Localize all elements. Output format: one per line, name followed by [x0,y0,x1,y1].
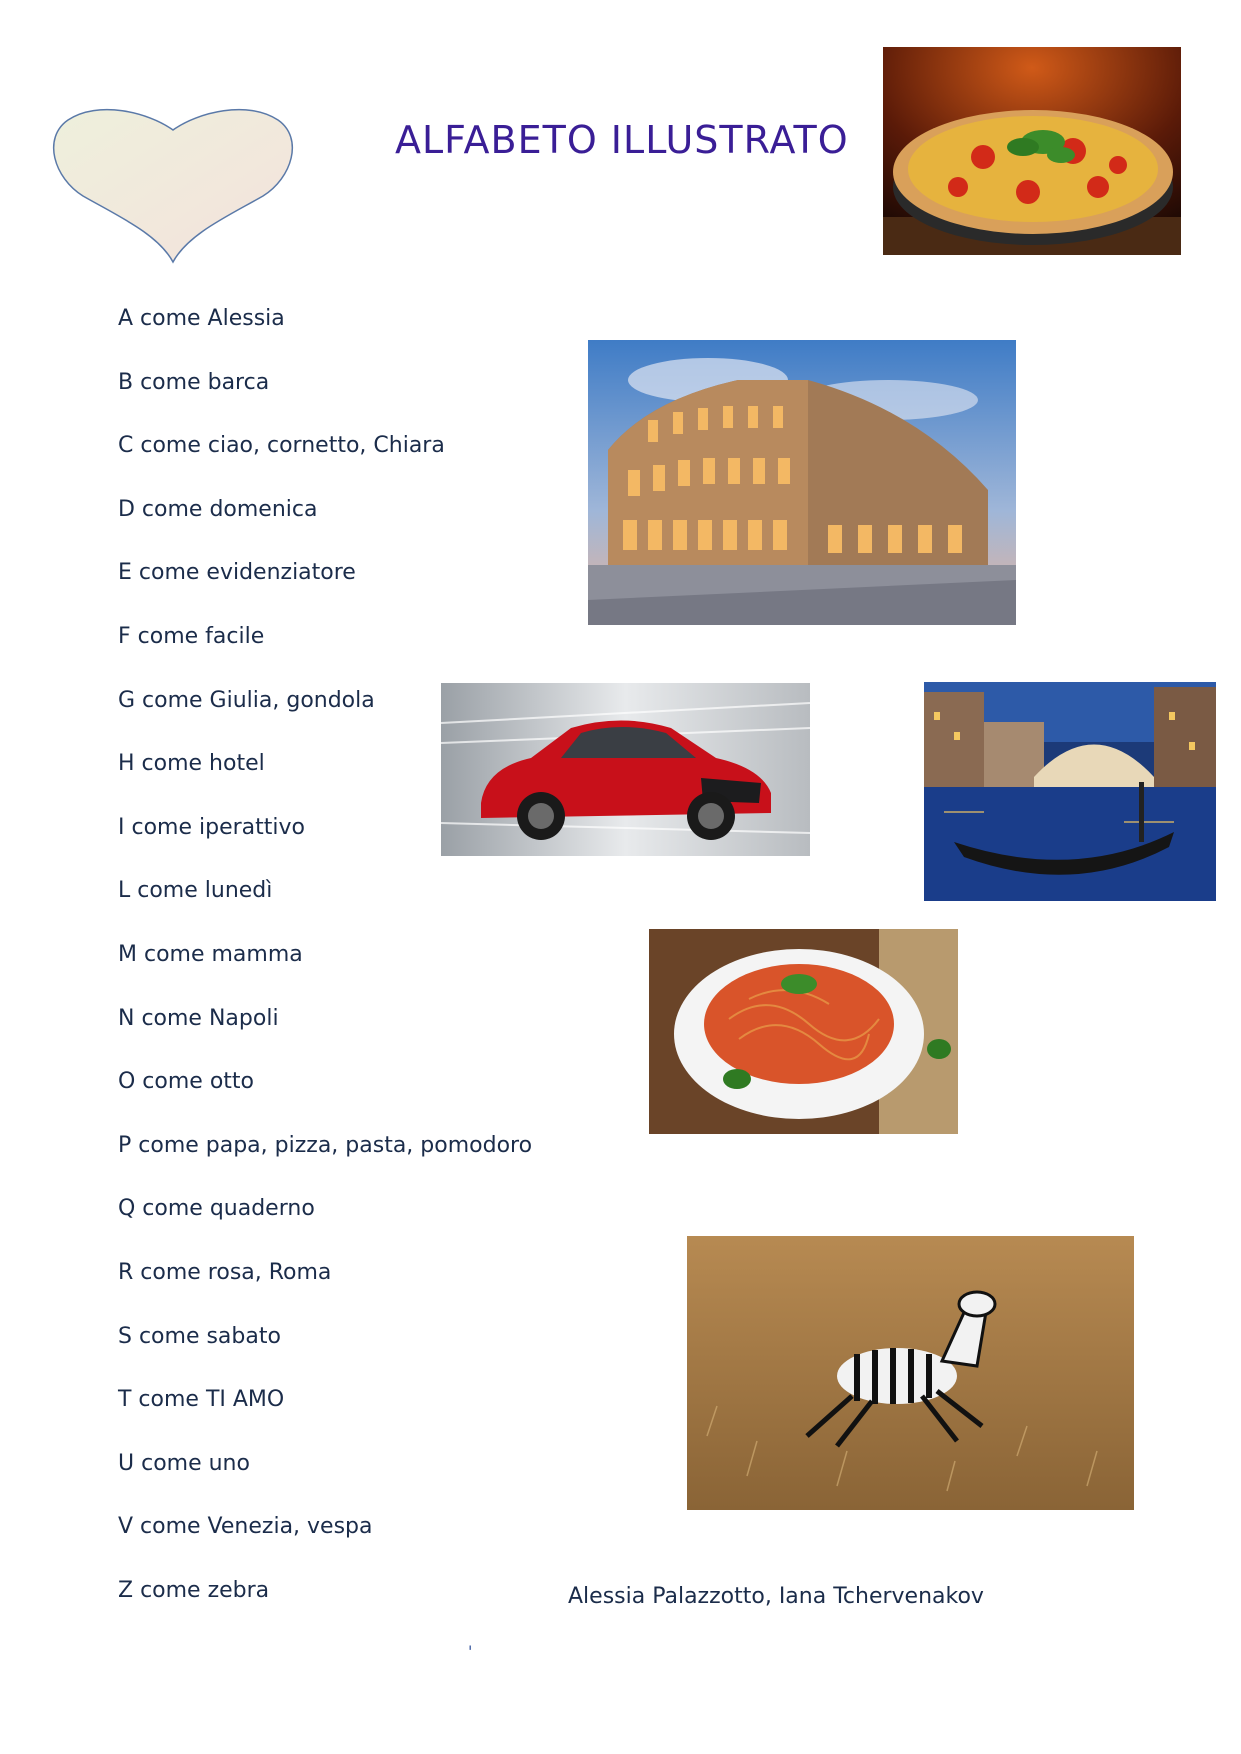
list-item: R come rosa, Roma [118,1260,332,1285]
pizza-image [883,47,1181,255]
list-item: E come evidenziatore [118,560,356,585]
list-item: A come Alessia [118,306,285,331]
list-item: G come Giulia, gondola [118,688,375,713]
list-item: Q come quaderno [118,1196,315,1221]
list-item: F come facile [118,624,265,649]
list-item: I come iperattivo [118,815,305,840]
list-item: S come sabato [118,1324,281,1349]
list-item: V come Venezia, vespa [118,1514,373,1539]
red-car-image [441,683,810,856]
page-title: ALFABETO ILLUSTRATO [395,118,849,162]
list-item: N come Napoli [118,1006,279,1031]
heart-shape [48,108,298,266]
list-item: P come papa, pizza, pasta, pomodoro [118,1133,533,1158]
stray-mark: ' [468,1642,473,1661]
venice-gondola-image [924,682,1216,901]
authors-text: Alessia Palazzotto, Iana Tchervenakov [568,1584,984,1609]
list-item: L come lunedì [118,878,273,903]
list-item: H come hotel [118,751,265,776]
list-item: O come otto [118,1069,254,1094]
list-item: B come barca [118,370,270,395]
list-item: U come uno [118,1451,250,1476]
list-item: M come mamma [118,942,303,967]
spaghetti-image [649,929,958,1134]
list-item: T come TI AMO [118,1387,285,1412]
list-item: D come domenica [118,497,318,522]
zebra-image [687,1236,1134,1510]
list-item: Z come zebra [118,1578,270,1603]
list-item: C come ciao, cornetto, Chiara [118,433,445,458]
colosseum-image [588,340,1016,625]
